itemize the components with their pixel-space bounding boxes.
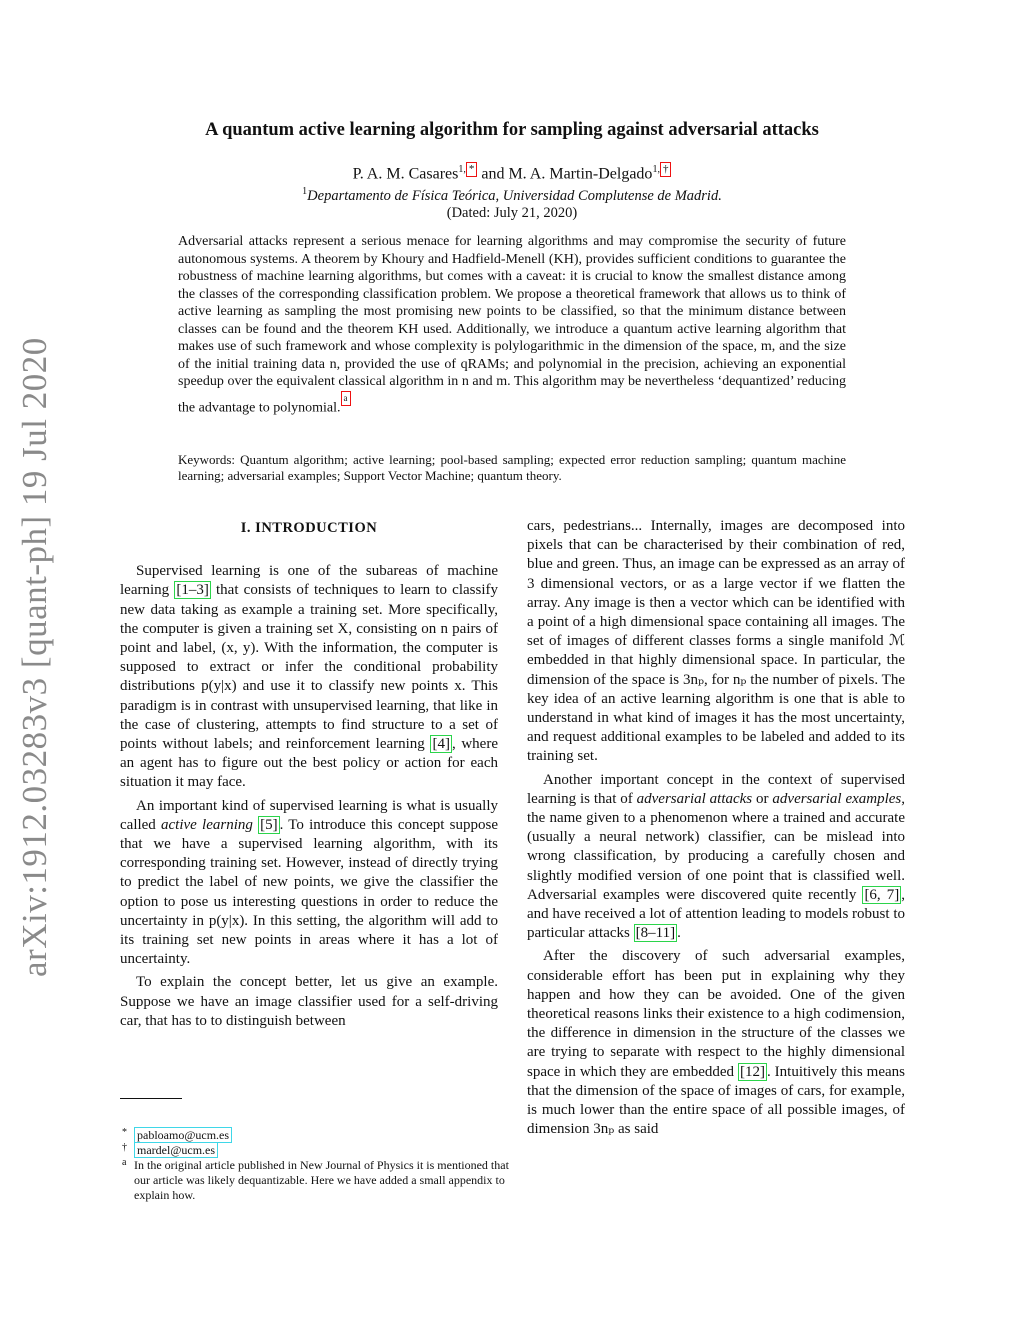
- p5-text-b: or: [752, 790, 773, 807]
- p6-text-b: . Intuitively this means that the dimension of the space of images of cars, for example, is much lower than the entire space of all possible images, of dimension 3nₚ as said: [527, 1063, 905, 1138]
- p1-text-b: that consists of techniques to learn to classify new data taking as example a training set. More specifically, the computer is given a training set X, consisting on n pairs of point and label, (x, y). With the information, the computer is supposed to extract or infer the conditional probability distributions p(y|x) and use it to classify new points x. This paradigm is in contrast with unsupervised learning, that like in the case of clustering, attempts to find structure to a set of points without labels; and reinforcement learning: [120, 582, 498, 753]
- p2-text-a: An important kind of supervised learning is what is usually called: [120, 797, 498, 833]
- paragraph-3: To explain the concept better, let us give an example. Suppose we have an image classifier used for a self-driving car, that has to to distinguish between: [120, 974, 498, 1029]
- footnote-3-text: In the original article published in New Journal of Physics it is mentioned that our article was likely dequantizable. Here we have added a small appendix to explain how.: [134, 1158, 509, 1202]
- citation-link[interactable]: [12]: [739, 1063, 765, 1080]
- p5-text-a: Another important concept in the context of supervised learning is that of: [527, 771, 905, 807]
- right-column: [527, 517, 905, 1144]
- author-2-footnote-link[interactable]: †: [660, 162, 672, 177]
- author-2: M. A. Martin-Delgado: [508, 165, 653, 183]
- footnote-3: [120, 1158, 510, 1203]
- p5-emphasis-1: adversarial attacks: [636, 790, 753, 807]
- author-1-footnote-link[interactable]: *: [466, 162, 478, 177]
- p5-text-e: .: [677, 925, 681, 942]
- footnote-3-mark: a: [122, 1157, 127, 1168]
- footnote-1: [120, 1128, 510, 1143]
- affiliation-number: 1: [302, 186, 308, 197]
- footnotes: [120, 1128, 510, 1203]
- citation-link[interactable]: [5]: [260, 816, 278, 833]
- author-2-affil: 1,: [652, 164, 660, 175]
- affiliation: [100, 186, 924, 205]
- footnote-rule: [120, 1098, 182, 1099]
- p1-text-c: , where an agent has to figure out the best policy or action for each situation it may face.: [120, 736, 498, 791]
- footnote-2: [120, 1143, 510, 1158]
- citation-link[interactable]: [8–11]: [635, 925, 676, 942]
- citation-link[interactable]: [6, 7]: [864, 886, 900, 903]
- p6-text-a: After the discovery of such adversarial examples, considerable effort has been put in explaining why they happen and how they can be avoided. One of the given theoretical reasons links their existence to a high codimension, the difference in dimension in the structure of the classes we are trying to separate with respect to the highly dimensional space in which they are embedded: [527, 948, 905, 1080]
- p5-emphasis-2: adversarial examples: [772, 790, 902, 807]
- keywords: Keywords: Quantum algorithm; active learning; pool-based sampling; expected error reduction sampling; quantum machine learning; adversarial examples; Support Vector Machine; quantum theory.: [178, 452, 846, 483]
- p1-text-a: Supervised learning is one of the subareas of machine learning: [120, 563, 498, 599]
- author-1-affil: 1,: [458, 164, 466, 175]
- author-line: [100, 162, 924, 183]
- footnote-1-mark: *: [122, 1127, 127, 1138]
- paragraph-4: cars, pedestrians... Internally, images are decomposed into pixels that can be characterised by their combination of red, blue and green. Thus, an image can be expressed as an array of 3 dimensional vectors, or as a large vector if we flatten the array. Any image is then a vector which can be identified with a point of a high dimensional space containing all images. The set of images of different classes forms a single manifold ℳ embedded in that highly dimensional space. In particular, the dimension of the space is 3nₚ, for nₚ the number of pixels. The key idea of an active learning algorithm is one that is able to understand in what kind of images it has the most uncertainty, and request additional examples to be labeled and added to its training set.: [527, 518, 905, 765]
- p5-text-d: , and have received a lot of attention leading to models robust to particular attacks: [527, 886, 905, 942]
- paragraph-6: [527, 947, 905, 1139]
- p5-text-c: , the name given to a phenomenon where a trained and accurate (usually a neural network) classifier, can be mislead into wrong classification, by producing a carefully chosen and slightly modified version of one point that is classified well. Adversarial examples were discovered quite recently: [527, 790, 906, 903]
- abstract-footnote-link[interactable]: a: [341, 391, 351, 406]
- arxiv-identifier-stamp: arXiv:1912.03283v3 [quant-ph] 19 Jul 2020: [15, 337, 54, 978]
- email-link-1[interactable]: pabloamo@ucm.es: [134, 1127, 232, 1143]
- left-column: [120, 517, 498, 1035]
- author-1: P. A. M. Casares: [352, 165, 459, 183]
- email-link-2[interactable]: mardel@ucm.es: [134, 1142, 218, 1158]
- paragraph-1: [120, 562, 498, 792]
- paper-title: A quantum active learning algorithm for sampling against adversarial attacks: [205, 120, 819, 140]
- paragraph-2: [120, 797, 498, 970]
- citation-link[interactable]: [4]: [432, 736, 450, 753]
- affiliation-text: Departamento de Física Teórica, Universidad Complutense de Madrid.: [307, 187, 722, 204]
- date-line: (Dated: July 21, 2020): [446, 205, 578, 221]
- paragraph-5: [527, 771, 905, 944]
- section-heading-introduction: I. INTRODUCTION: [240, 520, 378, 536]
- p2-emphasis: active learning: [161, 816, 253, 833]
- abstract: [178, 233, 846, 417]
- footnote-2-mark: †: [122, 1142, 127, 1153]
- abstract-text: Adversarial attacks represent a serious menace for learning algorithms and may compromise the security of future autonomous systems. A theorem by Khoury and Hadfield-Menell (KH), provides sufficient conditions to guarantee the robustness of machine learning algorithms, but comes with a caveat: it is crucial to know the smallest distance among the classes of the corresponding classification problem. We propose a theoretical framework that allows us to think of active learning as sampling the most promising new points to be classified, so that the minimum distance between classes can be found and the theorem KH used. Additionally, we introduce a quantum active learning algorithm that makes use of such framework and whose complexity is polylogarithmic in the dimension of the space, m, and the size of the initial training data n, provided the use of qRAMs; and polynomial in the precision, achieving an exponential speedup over the equivalent classical algorithm in n and m. This algorithm may be nevertheless ‘dequantized’ reducing the advantage to polynomial.: [178, 234, 846, 416]
- citation-link[interactable]: [1–3]: [176, 582, 209, 599]
- author-conjunction: and: [481, 165, 505, 183]
- p2-text-b: . To introduce this concept suppose that we have a supervised learning algorithm, with its corresponding training set. However, instead of directly trying to predict the label of new points, we give the classifier the option to pose us interesting questions in order to reduce the uncertainty in p(y|x). In this setting, the algorithm will add to its training set new points in areas where it has a lot of uncertainty.: [120, 816, 499, 968]
